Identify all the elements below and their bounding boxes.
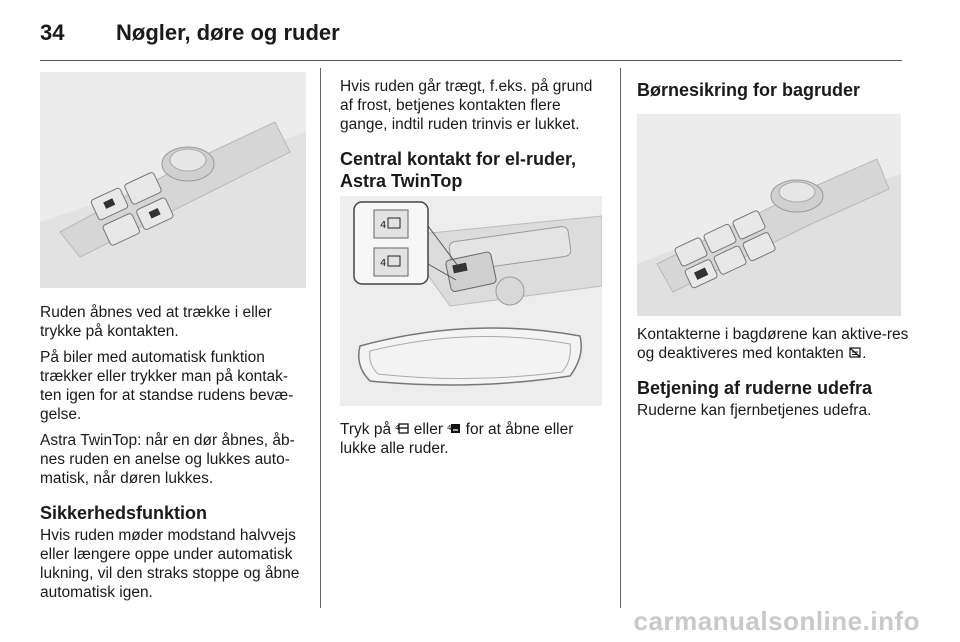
paragraph: Ruden åbnes ved at trække i eller trykke på kontakten. (40, 304, 272, 340)
column-3-text (637, 325, 909, 427)
watermark: carmanualsonline.info (633, 606, 920, 636)
text-run: for at åbne eller lukke alle ruder. (340, 421, 574, 457)
column-3-heading (637, 79, 907, 103)
page-number: 34 (40, 20, 65, 45)
window-open-icon (395, 422, 409, 435)
svg-text:4: 4 (395, 424, 400, 432)
text-run: . (862, 345, 867, 362)
section-heading: Central kontakt for el-ruder, Astra TwinTop (340, 149, 577, 191)
svg-text:4: 4 (380, 258, 387, 269)
text-run: eller (413, 421, 444, 438)
column-2-text (340, 77, 608, 194)
text-run: Tryk på (340, 421, 392, 438)
text-run: Kontakterne i bagdørene kan aktive-res og deaktiveres med kontakten (637, 326, 909, 362)
svg-text:4: 4 (380, 220, 387, 231)
window-close-icon (447, 422, 461, 435)
section-heading: Børnesikring for bagruder (637, 80, 861, 100)
roof-console-illustration (340, 196, 602, 406)
paragraph (637, 325, 909, 363)
section-heading: Betjening af ruderne udefra (637, 378, 873, 398)
section-heading: Sikkerhedsfunktion (40, 503, 208, 523)
paragraph: Hvis ruden møder modstand halvvejs eller længere oppe under automatisk lukning, vil den straks stoppe og åbne automatisk igen. (40, 527, 300, 601)
paragraph: Ruderne kan fjernbetjenes udefra. (637, 402, 872, 419)
column-1-text (40, 303, 308, 609)
rear-door-switch-illustration (637, 114, 901, 316)
child-lock-icon (848, 346, 862, 359)
paragraph: På biler med automatisk funktion trækker eller trykker man på kontak-ten igen for at standse rudens bevæ-gelse. (40, 349, 294, 423)
column-divider-1 (320, 68, 321, 608)
svg-text:4: 4 (447, 424, 452, 432)
column-2-bottom-text (340, 420, 608, 465)
chapter-title: Nøgler, døre og ruder (116, 20, 340, 45)
column-divider-2 (620, 68, 621, 608)
paragraph: Hvis ruden går trægt, f.eks. på grund af frost, betjenes kontakten flere gange, indtil ruden trinvis er lukket. (340, 78, 593, 133)
paragraph (340, 420, 608, 458)
header-rule (40, 60, 902, 61)
page-header (40, 14, 920, 54)
paragraph: Astra TwinTop: når en dør åbnes, åb-nes ruden en anelse og lukkes auto-matisk, når døren lukkes. (40, 432, 295, 487)
door-switch-illustration (40, 72, 306, 288)
